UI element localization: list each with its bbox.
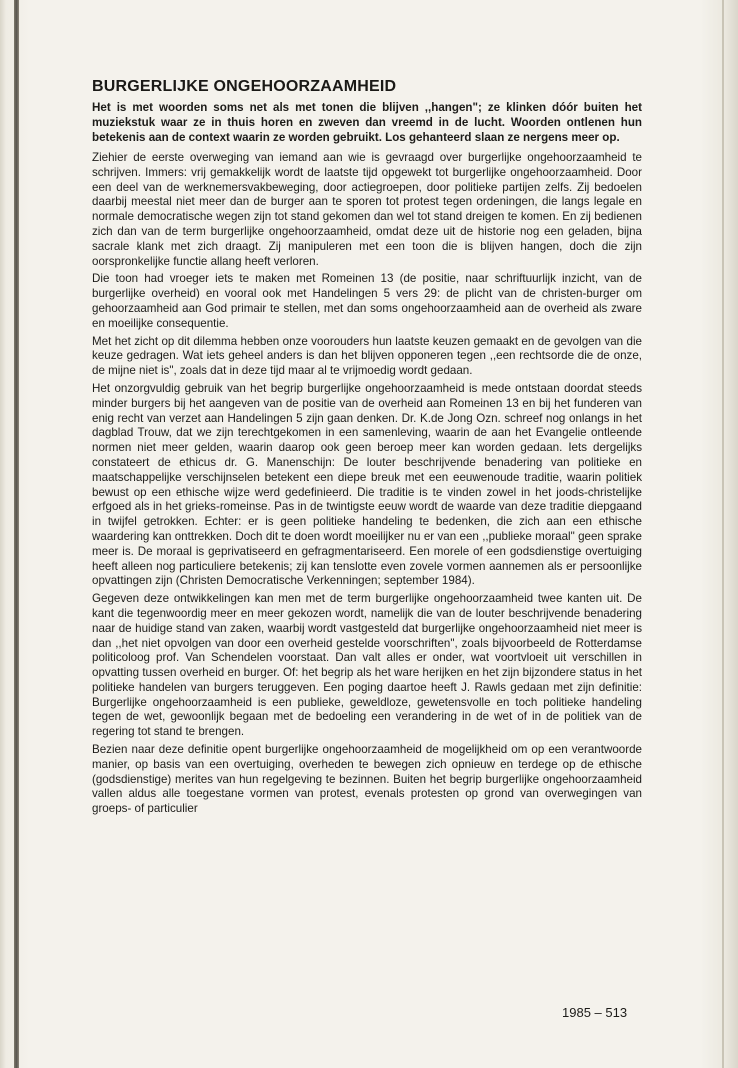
article-lead: Het is met woorden soms net als met tonen die blijven ,,hangen"; ze klinken dóór buiten het muziekstuk waar ze in thuis horen en zweven dan vreemd in de lucht. Woorden ontlenen hun betekenis aan de context waarin ze worden gebruikt. Los gehanteerd slaan ze nergens meer op. [92, 101, 642, 144]
page-edge [722, 0, 724, 1068]
page-number: 1985 – 513 [562, 1005, 628, 1020]
body-paragraph-4: Het onzorgvuldig gebruik van het begrip burgerlijke ongehoorzaamheid is mede ontstaan doordat steeds minder burgers bij het aangeven van de positie van de overheid aan Romeinen 13 en bij het funderen van enig recht van verzet aan Handelingen 5 zijn gaan denken. Dr. K.de Jong Ozn. schreef nog onlangs in het dagblad Trouw, dat we zijn terechtgekomen in een samenleving, waarin de aan het Evangelie ontleende normen niet meer gelden, waarin daarop ook geen beroep meer kan worden gedaan. Iets dergelijks constateert de ethicus dr. G. Manenschijn: De louter beschrijvende benadering van politieke en maatschappelijke verschijnselen betekent een diepe breuk met een eeuwenoude traditie, waarin politiek bewust op een ethische wijze werd gedefinieerd. Die traditie is te vinden zowel in het joods-christelijke erfgoed als in het grieks-romeinse. Pas in de twintigste eeuw wordt de waarde van deze traditie diepgaand in twijfel getrokken. Echter: er is geen politieke handeling te bedenken, die zich aan een ethische waardering kan onttrekken. Doch dit te doen wordt moeilijker nu er van een ,,publieke moraal" geen sprake meer is. De moraal is geprivatiseerd en gefragmentariseerd. Een morele of een godsdienstige overtuiging heeft alleen nog particuliere betekenis; zij kan tenslotte even zovele vormen aannemen als er persoonlijke opvattingen zijn (Christen Democratische Verkenningen; september 1984). [92, 381, 642, 588]
body-paragraph-6: Bezien naar deze definitie opent burgerlijke ongehoorzaamheid de mogelijkheid om op een verantwoorde manier, op basis van een overtuiging, overheden te bewegen zich opnieuw en terdege op de ethische (godsdienstige) merites van hun regelgeving te bezinnen. Buiten het begrip burgerlijke ongehoorzaamheid vallen aldus alle toegestane vormen van protest, evenals protesten op grond van overwegingen van groeps- of particulier [92, 743, 642, 816]
body-paragraph-5: Gegeven deze ontwikkelingen kan men met de term burgerlijke ongehoorzaamheid twee kanten uit. De kant die tegenwoordig meer en meer gekozen wordt, namelijk die van de louter beschrijvende benadering naar de huidige stand van zaken, waarbij wordt vastgesteld dat burgerlijke ongehoorzaamheid niet meer is dan ,,het niet opvolgen van door een overheid gestelde voorschriften", zoals bijvoorbeeld de Rotterdamse politicoloog prof. Van Schendelen voorstaat. Dan valt alles er onder, wat voortvloeit uit verschillen in opvatting tussen overheid en burger. Of: het begrip als het ware herijken en het zijn bijzondere status in het politieke handelen van burgers teruggeven. Een poging daartoe heeft J. Rawls gedaan met zijn definitie: Burgerlijke ongehoorzaamheid is een publieke, geweldloze, gewetensvolle en toch politieke handeling tegen de wet, gewoonlijk begaan met de bedoeling een verandering in de wet of in de politiek van de regering tot stand te brengen. [92, 592, 642, 739]
body-paragraph-3: Met het zicht op dit dilemma hebben onze voorouders hun laatste keuzen gemaakt en de gevolgen van die keuze gedragen. Wat iets geheel anders is dan het blijven opponeren tegen ,,een rechtsorde die de onze, de mijne niet is", zoals dat in deze tijd maar al te vrijmoedig wordt gedaan. [92, 334, 642, 378]
body-paragraph-1: Ziehier de eerste overweging van iemand aan wie is gevraagd over burgerlijke ongehoorzaamheid te schrijven. Immers: vrij gemakkelijk wordt de laatste tijd opgewekt tot burgerlijke ongehoorzaamheid. Door een deel van de werknemersvakbeweging, door actiegroepen, door politieke partijen zelfs. Zij bedoelen daarbij meestal niet meer dan de burger aan te sporen tot protest tegen ordeningen, die langs legale en normale democratische wegen zijn tot stand gekomen dan wel tot stand dreigen te komen. En zij bedienen zich dan van de term burgerlijke ongehoorzaamheid, omdat deze uit de historie nog een geladen, bijna sacrale klank met zich draagt. Zij manipuleren met een toon die is blijven hangen, doch die zijn oorspronkelijke functie allang heeft verloren. [92, 151, 642, 268]
body-paragraph-2: Die toon had vroeger iets te maken met Romeinen 13 (de positie, naar schriftuurlijk inzicht, van de burgerlijke overheid) en vooral ook met Handelingen 5 vers 29: de plicht van de christen-burger om gehoorzaamheid aan God primair te stellen, met dan soms ongehoorzaamheid aan de overheid als zware en moeilijke consequentie. [92, 272, 642, 330]
article-title: BURGERLIJKE ONGEHOORZAAMHEID [92, 78, 397, 95]
article-page [92, 78, 642, 820]
binding-edge [14, 0, 19, 1068]
